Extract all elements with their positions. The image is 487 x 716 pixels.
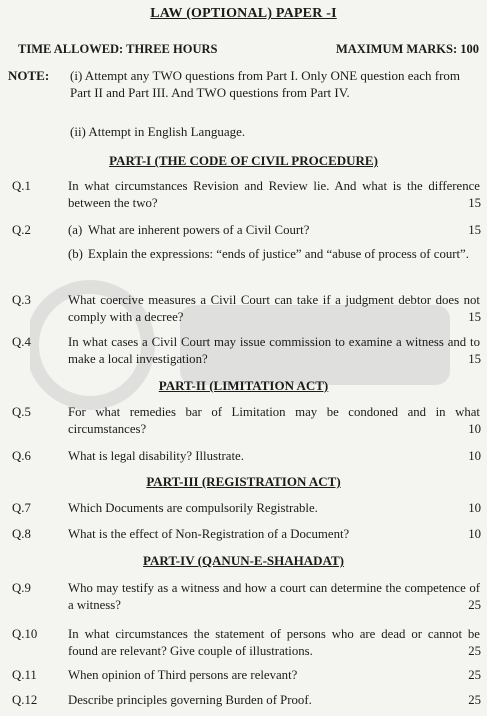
question-text: For what remedies bar of Limitation may be condoned and in what circumstances? — [68, 405, 480, 436]
note-instruction-2: (ii) Attempt in English Language. — [70, 124, 246, 139]
question-text: Describe principles governing Burden of Proof. — [68, 693, 312, 707]
question-number: Q.10 — [12, 627, 38, 641]
part-2-heading: PART-II (LIMITATION ACT) — [158, 378, 329, 393]
question-marks: 25 — [468, 644, 481, 658]
question-text: In what cases a Civil Court may issue commission to examine a witness and to make a local investigation? — [68, 335, 480, 366]
question-number: Q.9 — [12, 581, 31, 595]
question-text: Who may testify as a witness and how a court can determine the competence of a witness? — [68, 581, 480, 612]
question-number: Q.11 — [12, 668, 37, 682]
note-label: NOTE: — [8, 68, 50, 83]
question-number: Q.6 — [12, 449, 31, 463]
part-3-heading: PART-III (REGISTRATION ACT) — [146, 474, 341, 489]
maximum-marks: MAXIMUM MARKS: 100 — [335, 42, 479, 56]
time-allowed: TIME ALLOWED: THREE HOURS — [18, 42, 218, 56]
question-marks: 10 — [468, 501, 481, 515]
question-text: In what circumstances Revision and Review lie. And what is the difference between the two? — [68, 179, 480, 210]
question-marks: 25 — [468, 598, 481, 612]
question-marks: 25 — [468, 693, 481, 707]
subpart-text-a: What are inherent powers of a Civil Court? — [88, 223, 310, 237]
question-text: What is the effect of Non-Registration of a Document? — [68, 527, 350, 541]
question-number: Q.3 — [12, 293, 31, 307]
question-marks: 15 — [468, 196, 481, 210]
question-text: What coercive measures a Civil Court can take if a judgment debtor does not comply with a decree? — [68, 293, 480, 324]
note-instruction-1: (i) Attempt any TWO questions from Part I. Only ONE question each from Part II and Part III. And TWO questions from Part IV. — [70, 68, 461, 100]
subpart-text-b: Explain the expressions: “ends of justice” and “abuse of process of court”. — [88, 247, 469, 261]
question-marks: 15 — [468, 223, 481, 237]
question-number: Q.2 — [12, 223, 31, 237]
paper-title: LAW (OPTIONAL) PAPER -I — [150, 6, 337, 21]
question-marks: 10 — [468, 449, 481, 463]
question-text: When opinion of Third persons are relevant? — [68, 668, 298, 682]
question-number: Q.1 — [12, 179, 31, 193]
question-marks: 15 — [468, 352, 481, 366]
question-number: Q.5 — [12, 405, 31, 419]
part-4-heading: PART-IV (QANUN-E-SHAHADAT) — [143, 553, 344, 568]
question-number: Q.8 — [12, 527, 31, 541]
question-number: Q.4 — [12, 335, 31, 349]
question-text: In what circumstances the statement of persons who are dead or cannot be found are relevant? Give couple of illustrations. — [68, 627, 480, 658]
question-text: What is legal disability? Illustrate. — [68, 449, 244, 463]
question-text: Which Documents are compulsorily Registrable. — [68, 501, 318, 515]
question-marks: 15 — [468, 310, 481, 324]
question-marks: 10 — [468, 422, 481, 436]
part-1-heading: PART-I (THE CODE OF CIVIL PROCEDURE) — [109, 153, 378, 168]
question-number: Q.12 — [12, 693, 38, 707]
question-number: Q.7 — [12, 501, 31, 515]
subpart-label-a: (a) — [68, 223, 83, 237]
question-marks: 10 — [468, 527, 481, 541]
subpart-label-b: (b) — [68, 247, 83, 261]
question-marks: 25 — [468, 668, 481, 682]
